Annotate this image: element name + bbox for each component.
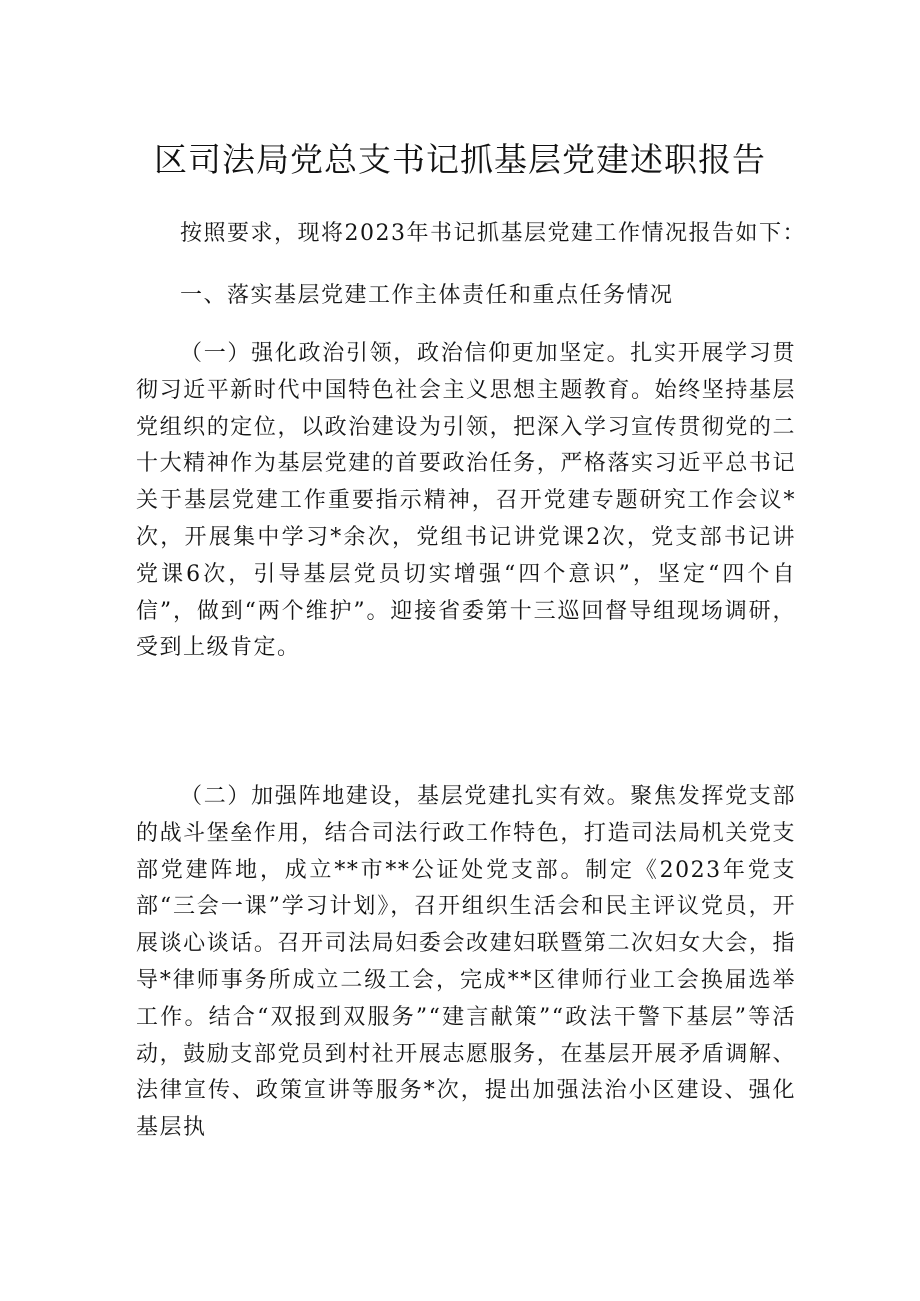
intro-paragraph: 按照要求，现将2023年书记抓基层党建工作情况报告如下： [180, 221, 806, 246]
document-title: 区司法局党总支书记抓基层党建述职报告 [154, 140, 766, 179]
section-heading: 一、落实基层党建工作主体责任和重点任务情况 [180, 283, 674, 308]
paragraph-political-leadership: （一）强化政治引领，政治信仰更加坚定。扎实开展学习贯彻习近平新时代中国特色社会主义思想主题教育。始终坚持基层党组织的定位，以政治建设为引领，把深入学习宣传贯彻党的二十大精神作为基层党建的首要政治任务，严格落实习近平总书记关于基层党建工作重要指示精神，召开党建专题研究工作会议*次，开展集中学习*余次，党组书记讲党课2次，党支部书记讲党课6次，引导基层党员切实增强“四个意识”，坚定“四个自信”，做到“两个维护”。迎接省委第十三巡回督导组现场调研，受到上级肯定。 [136, 341, 796, 661]
paragraph-position-building: （二）加强阵地建设，基层党建扎实有效。聚焦发挥党支部的战斗堡垒作用，结合司法行政工作特色，打造司法局机关党支部党建阵地，成立**市**公证处党支部。制定《2023年党支部“三会一课”学习计划》，召开组织生活会和民主评议党员，开展谈心谈话。召开司法局妇委会改建妇联暨第二次妇女大会，指导*律师事务所成立二级工会，完成**区律师行业工会换届选举工作。结合“双报到双服务”“建言献策”“政法干警下基层”等活动，鼓励支部党员到村社开展志愿服务，在基层开展矛盾调解、法律宣传、政策宣讲等服务*次，提出加强法治小区建设、强化基层执 [136, 784, 796, 1141]
